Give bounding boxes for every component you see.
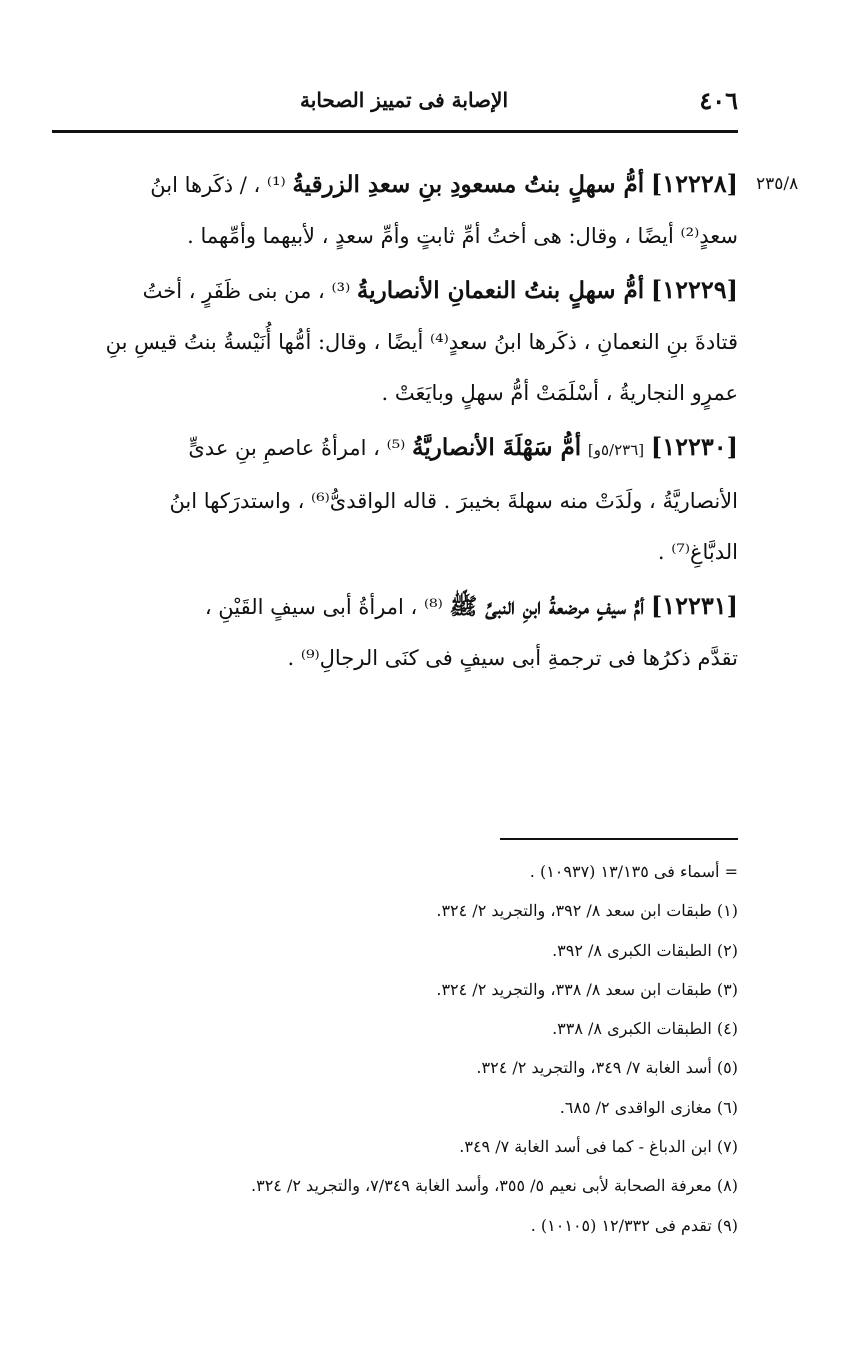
entry-line: الدبَّاغِ⁽⁷⁾ . [657,540,738,564]
entry-line [52,580,738,633]
entry-text: ⁽⁸⁾ ، امرأةُ أبى سيفٍ القَيْنِ ، [204,595,443,619]
footnote-2: (٢) الطبقات الكبرى ٨/ ٣٩٢. [552,940,738,960]
page-number: ٤٠٦ [699,86,738,115]
entry-name: أمُّ سيفٍ مرضعةُ ابنِ النبىِّ ﷺ [449,593,645,620]
entry-line: سعدٍ⁽²⁾ أيضًا ، وقال: هى أختُ أمِّ ثابتٍ وأمِّ سعدٍ ، لأبيهما وأمِّهما . [187,224,738,248]
entry-number: [١٢٢٢٩] [650,275,738,304]
header-rule [52,130,738,133]
footnote-6: (٦) مغازى الواقدى ٢/ ٦٨٥. [559,1097,738,1117]
entry-line [52,421,738,476]
entry-12231 [52,580,738,684]
entry-text: ⁽³⁾ ، من بنى ظَفَرٍ ، أختُ [142,279,351,303]
footnote-continuation: = أسماء فى ١٣/١٣٥ (١٠٩٣٧) . [529,862,738,881]
footnote-9: (٩) تقدم فى ١٢/٣٣٢ (١٠١٠٥) . [530,1215,738,1235]
footnote-3: (٣) طبقات ابن سعد ٨/ ٣٣٨، والتجريد ٢/ ٣٢٤. [436,979,738,999]
footnote-4: (٤) الطبقات الكبرى ٨/ ٣٣٨. [552,1019,738,1039]
entry-line [52,158,738,211]
inline-manuscript-ref: [٥/٢٣٦و] [587,441,645,459]
entry-line: عمرٍو النجاريةُ ، أسْلَمَتْ أمُّ سهلٍ وبايَعَتْ . [381,381,738,405]
entry-12230 [52,421,738,578]
footnote-1: (١) طبقات ابن سعد ٨/ ٣٩٢، والتجريد ٢/ ٣٢٤. [436,901,738,921]
entry-12228 [52,158,738,262]
footnote-separator [500,838,738,840]
entry-name: أمُّ سهلٍ بنتُ مسعودِ بنِ سعدِ الزرقيةُ [292,171,645,198]
entry-text: ⁽¹⁾ ، / ذكَرها ابنُ [150,173,286,197]
footnotes [52,852,738,1245]
footnote-8: (٨) معرفة الصحابة لأبى نعيم ٥/ ٣٥٥، وأسد الغابة ٧/٣٤٩، والتجريد ٢/ ٣٢٤. [251,1176,738,1196]
margin-reference: ٢٣٥/٨ [756,174,799,194]
footnote-7: (٧) ابن الدباغ - كما فى أسد الغابة ٧/ ٣٤٩. [459,1137,738,1157]
body-text [52,158,738,686]
entry-line [52,264,738,317]
entry-number: [١٢٢٣٠] [650,432,738,461]
entry-line: قتادةَ بنِ النعمانِ ، ذكَرها ابنُ سعدٍ⁽⁴⁾ أيضًا ، وقال: أمُّها أُنَيْسةُ بنتُ قيسِ بنِ [105,330,738,354]
entry-number: [١٢٢٢٨] [650,169,738,198]
entry-line: الأنصاريَّةُ ، ولَدَتْ منه سهلةَ بخيبرَ . قاله الواقدىُّ⁽⁶⁾ ، واستدرَكها ابنُ [169,489,738,513]
entry-line: تقدَّم ذكرُها فى ترجمةِ أبى سيفٍ فى كنَى الرجالِ⁽⁹⁾ . [287,646,738,670]
page-header [52,82,738,122]
running-title: الإصابة فى تمييز الصحابة [300,88,508,112]
footnote-5: (٥) أسد الغابة ٧/ ٣٤٩، والتجريد ٢/ ٣٢٤. [476,1058,738,1078]
entry-name: أمُّ سهلٍ بنتُ النعمانِ الأنصاريةُ [356,277,645,304]
entry-12229 [52,264,738,419]
entry-name: أمُّ سَهْلَةَ الأنصاريَّةُ [412,434,582,461]
entry-text: ⁽⁵⁾ ، امرأةُ عاصمِ بنِ عدىٍّ [188,436,406,460]
entry-number: [١٢٢٣١] [650,591,738,620]
